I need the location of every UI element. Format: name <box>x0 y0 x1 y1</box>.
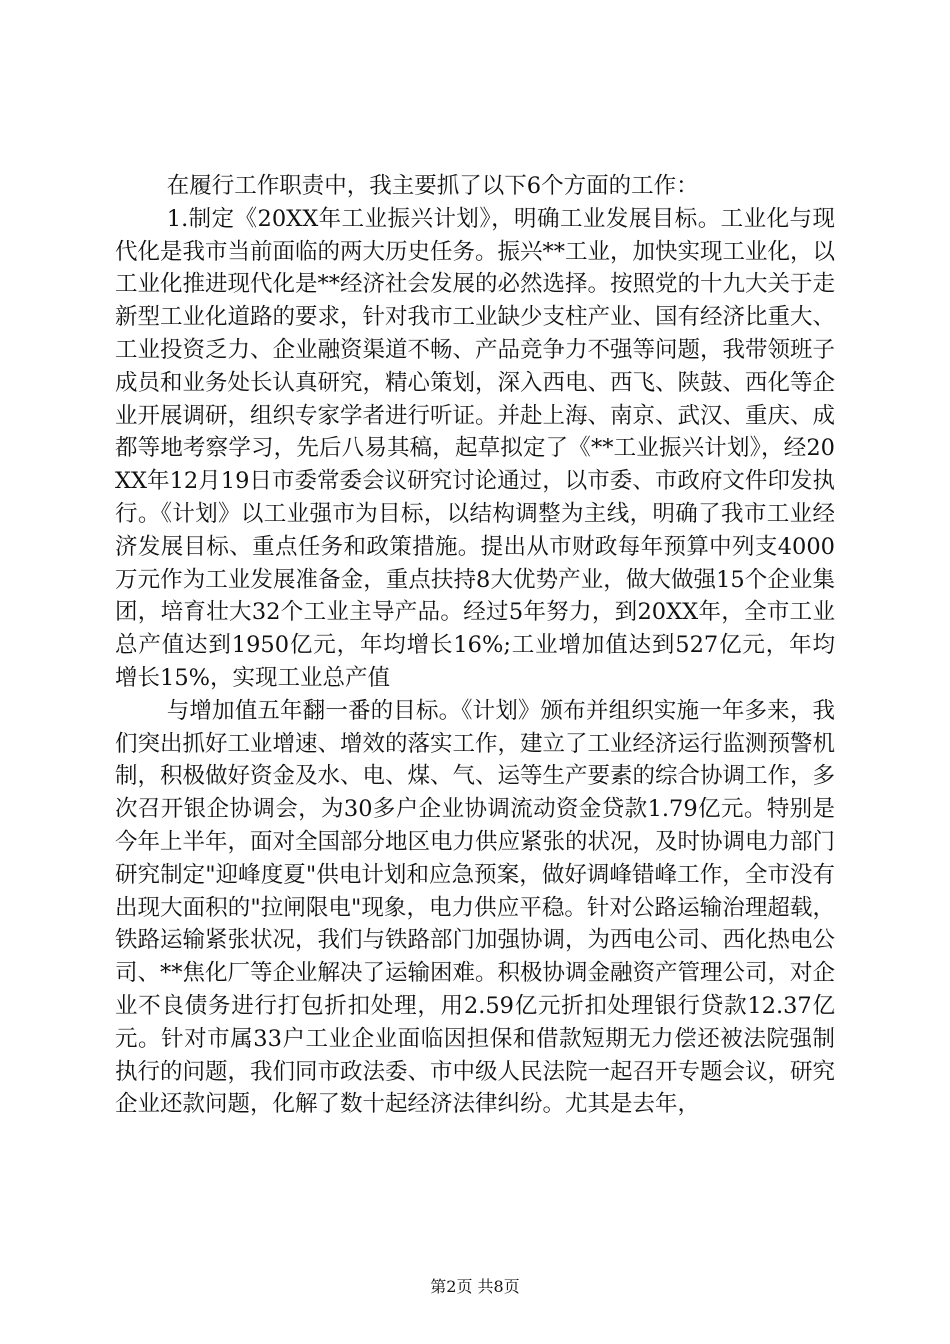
paragraph-intro: 在履行工作职责中，我主要抓了以下6个方面的工作： <box>166 173 699 199</box>
paragraph-implementation: 与增加值五年翻一番的目标。《计划》颁布并组织实施一年多来，我们突出抓好工业增速、增效的落实工作，建立了工业经济运行监测预警机制，积极做好资金及水、电、煤、气、运等生产要素的综合协调工作，多次召开银企协调会，为30多户企业协调流动资金贷款1.79亿元。特别是今年上半年，面对全国部分地区电力供应紧张的状况，及时协调电力部门研究制定"迎峰度夏"供电计划和应急预案，做好调峰错峰工作，全市没有出现大面积的"拉闸限电"现象，电力供应平稳。针对公路运输治理超载，铁路运输紧张状况，我们与铁路部门加强协调，为西电公司、西化热电公司、**焦化厂等企业解决了运输困难。积极协调金融资产管理公司，对企业不良债务进行打包折扣处理，用2.59亿元折扣处理银行贷款12.37亿元。针对市属33户工业企业面临因担保和借款短期无力偿还被法院强制执行的问题，我们同市政法委、市中级人民法院一起召开专题会议，研究企业还款问题，化解了数十起经济法律纠纷。尤其是去年， <box>115 697 836 1118</box>
document-body <box>115 170 835 1121</box>
paragraph-industrial-plan: 1.制定《20XX年工业振兴计划》，明确工业发展目标。工业化与现代化是我市当前面临的两大历史任务。振兴**工业，加快实现工业化，以工业化推进现代化是**经济社会发展的必然选择。按照党的十九大关于走新型工业化道路的要求，针对我市工业缺少支柱产业、国有经济比重大、工业投资乏力、企业融资渠道不畅、产品竞争力不强等问题，我带领班子成员和业务处长认真研究，精心策划，深入西电、西飞、陕鼓、西化等企业开展调研，组织专家学者进行听证。并赴上海、南京、武汉、重庆、成都等地考察学习，先后八易其稿，起草拟定了《**工业振兴计划》，经20XX年12月19日市委常委会议研究讨论通过，以市委、市政府文件印发执行。《计划》以工业强市为目标，以结构调整为主线，明确了我市工业经济发展目标、重点任务和政策措施。提出从市财政每年预算中列支4000万元作为工业发展准备金，重点扶持8大优势产业，做大做强15个企业集团，培育壮大32个工业主导产品。经过5年努力，到20XX年，全市工业总产值达到1950亿元，年均增长16%;工业增加值达到527亿元，年均增长15%，实现工业总产值 <box>115 205 836 691</box>
page-number-footer: 第2页 共8页 <box>430 1277 520 1296</box>
